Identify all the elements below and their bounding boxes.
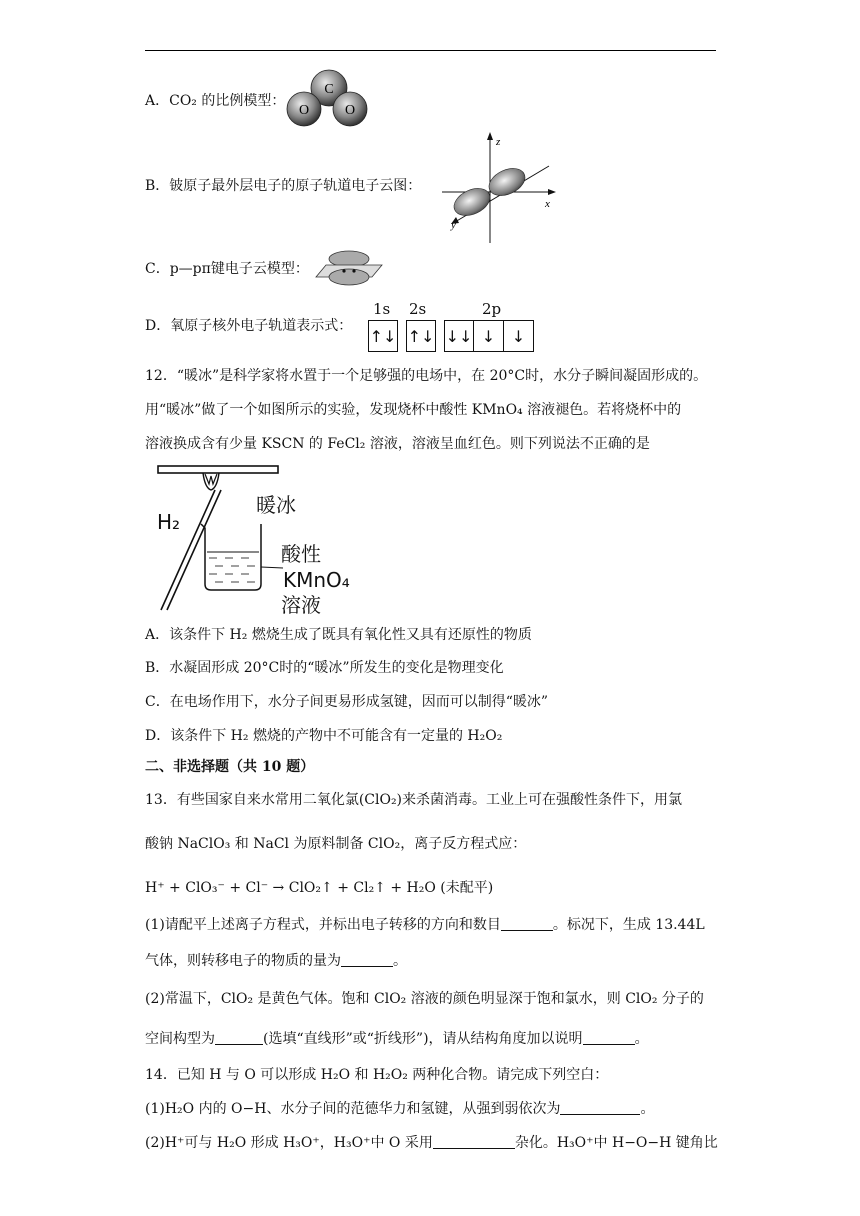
orbital-box-2p-1: ↓↓ <box>444 320 474 352</box>
fig-label-acidic: 酸性 <box>281 542 321 566</box>
p-orbital-electron-cloud <box>437 128 563 246</box>
x-axis-label: x <box>545 198 550 210</box>
q12-stem-line-2: 用“暖冰”做了一个如图所示的实验，发现烧杯中酸性 KMnO₄ 溶液褪色。若将烧杯中的 <box>145 402 682 418</box>
fig-label-warm-ice: 暖冰 <box>256 493 296 517</box>
q12-option-d: D．该条件下 H₂ 燃烧的产物中不可能含有一定量的 H₂O₂ <box>145 728 503 744</box>
y-axis-label: y <box>451 219 456 231</box>
q13-equation: H⁺ + ClO₃⁻ + Cl⁻ → ClO₂↑ + Cl₂↑ + H₂O (未配平) <box>145 880 494 896</box>
pp-pi-bond-cloud-model <box>312 247 386 287</box>
q13-blank-3[interactable] <box>215 1030 263 1045</box>
oxygen-orbital-diagram <box>368 300 534 352</box>
q13-part1-line-2 <box>145 951 407 971</box>
q13-stem-line-2: 酸钠 NaClO₃ 和 NaCl 为原料制备 ClO₂，离子反方程式应： <box>145 836 527 852</box>
q13-part2-line-2 <box>145 1029 649 1049</box>
q13-blank-1[interactable] <box>501 916 553 931</box>
q14-part1 <box>145 1099 654 1119</box>
q14-part1-text-b: 。 <box>640 1101 655 1117</box>
q13-blank-4[interactable] <box>583 1030 635 1045</box>
q13-part1-text-a: (1)请配平上述离子方程式，并标出电子转移的方向和数目 <box>145 917 501 933</box>
q14-blank-1[interactable] <box>560 1100 640 1115</box>
fig-label-solution: 溶液 <box>281 593 321 617</box>
q11-option-b: B．铍原子最外层电子的原子轨道电子云图： <box>145 178 422 194</box>
q13-part1-text-d: 。 <box>393 953 407 969</box>
q13-part2-text-b: 空间构型为 <box>145 1031 215 1047</box>
orbital-box-1s: ↑↓ <box>368 320 398 352</box>
q12-option-a: A．该条件下 H₂ 燃烧生成了既具有氧化性又具有还原性的物质 <box>145 627 532 643</box>
section-heading: 二、非选择题（共 10 题） <box>145 759 315 775</box>
orbital-box-2p-3: ↓ <box>504 320 534 352</box>
orbital-label-2p: 2p <box>482 300 502 318</box>
q13-part1-text-b: 。标况下，生成 13.44L <box>552 917 705 933</box>
q13-part2-text-c: (选填“直线形”或“折线形”)，请从结构角度加以说明 <box>263 1031 583 1047</box>
q14-part2 <box>145 1133 718 1153</box>
co2-space-filling-model <box>286 68 372 130</box>
q13-stem-line-1: 13．有些国家自来水常用二氧化氯(ClO₂)来杀菌消毒。工业上可在强酸性条件下，用氯 <box>145 792 683 808</box>
q12-stem-line-3: 溶液换成含有少量 KSCN 的 FeCl₂ 溶液，溶液呈血红色。则下列说法不正确的是 <box>145 436 650 452</box>
q12-option-b: B．水凝固形成 20°C时的“暖冰”所发生的变化是物理变化 <box>145 660 504 676</box>
q11-option-a: A．CO₂ 的比例模型： <box>145 93 286 109</box>
q12-option-c: C．在电场作用下，水分子间更易形成氢键，因而可以制得“暖冰” <box>145 694 549 710</box>
q13-part2-text-d: 。 <box>634 1031 649 1047</box>
q13-blank-2[interactable] <box>341 952 393 967</box>
fig-label-kmno4: KMnO₄ <box>283 568 350 592</box>
orbital-label-1s: 1s <box>373 300 391 318</box>
q13-part1-line-1 <box>145 915 705 935</box>
z-axis-label: z <box>496 136 501 148</box>
orbital-box-2s: ↑↓ <box>406 320 436 352</box>
co2-oxygen-label-2: O <box>344 103 356 118</box>
q11-option-c: C．p—pπ键电子云模型： <box>145 261 309 277</box>
q11-option-d: D．氧原子核外电子轨道表示式： <box>145 318 353 334</box>
orbital-box-2p-2: ↓ <box>474 320 504 352</box>
q14-part1-text-a: (1)H₂O 内的 O−H、水分子间的范德华力和氢键，从强到弱依次为 <box>145 1101 561 1117</box>
q12-stem-line-1: 12．“暖冰”是科学家将水置于一个足够强的电场中，在 20°C时，水分子瞬间凝固形成的。 <box>145 368 708 384</box>
q14-part2-text-a: (2)H⁺可与 H₂O 形成 H₃O⁺，H₃O⁺中 O 采用 <box>145 1135 433 1151</box>
co2-oxygen-label-1: O <box>298 103 310 118</box>
q14-stem: 14．已知 H 与 O 可以形成 H₂O 和 H₂O₂ 两种化合物。请完成下列空白： <box>145 1067 609 1083</box>
co2-carbon-label: C <box>324 82 334 97</box>
q13-part1-text-c: 气体，则转移电子的物质的量为 <box>145 953 341 969</box>
q13-part2-line-1: (2)常温下，ClO₂ 是黄色气体。饱和 ClO₂ 溶液的颜色明显深于饱和氯水，则 ClO₂ 分子的 <box>145 991 704 1007</box>
q14-blank-2[interactable] <box>433 1134 515 1149</box>
header-rule <box>145 50 716 51</box>
q14-part2-text-b: 杂化。H₃O⁺中 H−O−H 键角比 <box>514 1135 718 1151</box>
fig-label-h2: H₂ <box>157 510 181 534</box>
orbital-label-2s: 2s <box>409 300 427 318</box>
